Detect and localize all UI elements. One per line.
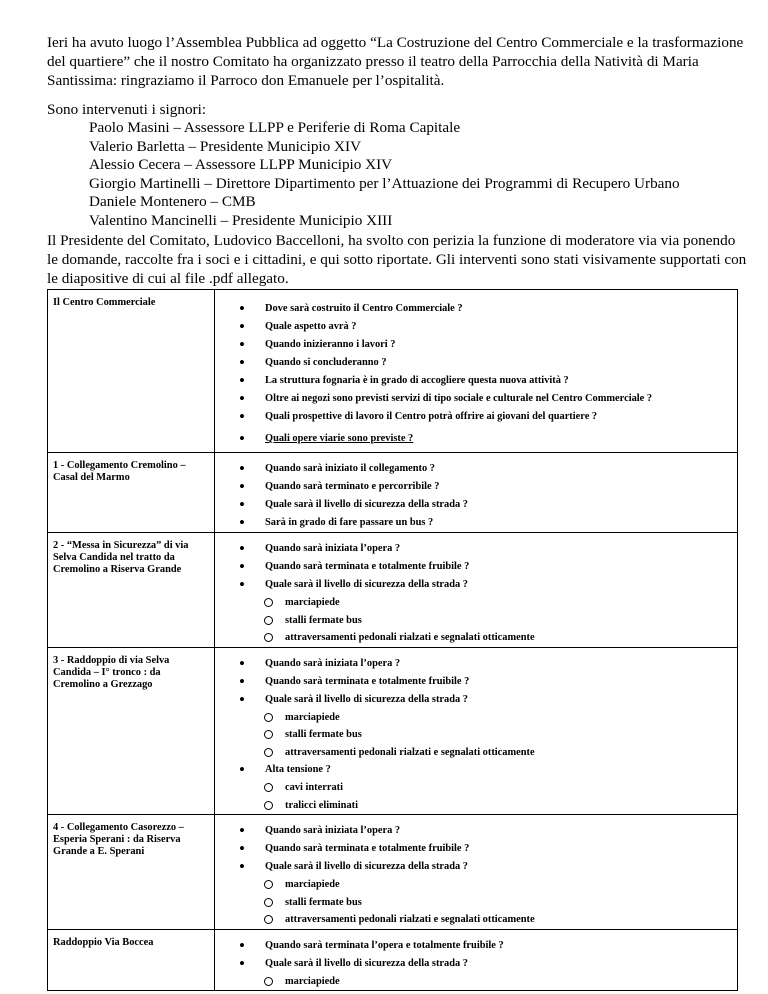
question-item: • Quale sarà il livello di sicurezza della strada ? xyxy=(215,858,737,876)
speakers-list xyxy=(89,119,680,230)
questions-cell xyxy=(215,647,738,815)
question-item: • Quando sarà iniziato il collegamento ? xyxy=(215,460,737,478)
question-item: • Dove sarà costruito il Centro Commerciale ? xyxy=(215,300,737,318)
speaker-item: Valentino Mancinelli – Presidente Municipio XIII xyxy=(89,211,393,229)
question-item: • Oltre ai negozi sono previsti servizi di tipo sociale e culturale nel Centro Commerciale ? xyxy=(215,390,737,408)
speaker-item: Giorgio Martinelli – Direttore Dipartimento per l’Attuazione dei Programmi di Recupero Urbano xyxy=(89,174,680,192)
topic-cell: 1 - Collegamento Cremolino – Casal del Marmo xyxy=(48,453,215,533)
question-item: • Quali prospettive di lavoro il Centro potrà offrire ai giovani del quartiere ? xyxy=(215,408,737,426)
sub-item: marciapiede xyxy=(215,876,737,894)
question-item: • Quando inizieranno i lavori ? xyxy=(215,336,737,354)
speaker-item: Alessio Cecera – Assessore LLPP Municipio XIV xyxy=(89,156,393,173)
topic-cell: Il Centro Commerciale xyxy=(48,290,215,453)
questions-table xyxy=(47,289,738,991)
moderator-paragraph: Il Presidente del Comitato, Ludovico Baccelloni, ha svolto con perizia la funzione di moderatore via via ponendo le domande, raccolte fra i soci e i cittadini, e qui sotto riportate. Gli interventi sono stati visivamente supportati con le diapositive di cui al file .pdf allegato. xyxy=(47,232,747,287)
question-item: • Quando sarà iniziata l’opera ? xyxy=(215,822,737,840)
sub-item: stalli fermate bus xyxy=(215,726,737,744)
questions-cell xyxy=(215,290,738,453)
sub-item: marciapiede xyxy=(215,973,737,991)
question-item: • Quando sarà terminata e totalmente fruibile ? xyxy=(215,840,737,858)
sub-item: marciapiede xyxy=(215,709,737,727)
speakers-heading: Sono intervenuti i signori: xyxy=(47,101,207,118)
topic-cell: Raddoppio Via Boccea xyxy=(48,929,215,991)
question-item: • Alta tensione ? xyxy=(215,761,737,779)
question-item: • Quando sarà iniziata l’opera ? xyxy=(215,540,737,558)
question-item: • Quando sarà terminato e percorribile ? xyxy=(215,478,737,496)
question-item: Quali opere viarie sono previste ? xyxy=(265,433,414,444)
question-item: • Quale sarà il livello di sicurezza della strada ? xyxy=(215,496,737,514)
sub-item: attraversamenti pedonali rialzati e segnalati otticamente xyxy=(215,744,737,762)
topic-cell: 3 - Raddoppio di via Selva Candida – I° tronco : da Cremolino a Grezzago xyxy=(48,647,215,815)
question-item: • Quando sarà terminata l’opera e totalmente fruibile ? xyxy=(215,937,737,955)
question-item: • La struttura fognaria è in grado di accogliere questa nuova attività ? xyxy=(215,372,737,390)
sub-item: tralicci eliminati xyxy=(215,797,737,815)
sub-item: stalli fermate bus xyxy=(215,894,737,912)
question-item: • Quale sarà il livello di sicurezza della strada ? xyxy=(215,691,737,709)
speaker-item: Paolo Masini – Assessore LLPP e Periferie di Roma Capitale xyxy=(89,119,461,136)
table-row xyxy=(48,290,738,453)
table-row xyxy=(48,929,738,991)
question-item: • Quando sarà terminata e totalmente fruibile ? xyxy=(215,673,737,691)
table-row xyxy=(48,453,738,533)
question-item: • Quando si concluderanno ? xyxy=(215,354,737,372)
speaker-item: Daniele Montenero – CMB xyxy=(89,193,256,210)
sub-item: stalli fermate bus xyxy=(215,612,737,630)
question-item: • Quando sarà terminata e totalmente fruibile ? xyxy=(215,558,737,576)
speaker-item: Valerio Barletta – Presidente Municipio XIV xyxy=(89,137,362,155)
topic-cell: 2 - “Messa in Sicurezza” di via Selva Candida nel tratto da Cremolino a Riserva Grande xyxy=(48,533,215,648)
sub-item: attraversamenti pedonali rialzati e segnalati otticamente xyxy=(215,629,737,647)
sub-item: cavi interrati xyxy=(215,779,737,797)
table-row xyxy=(48,533,738,648)
question-item: • Quale aspetto avrà ? xyxy=(215,318,737,336)
questions-cell xyxy=(215,929,738,991)
question-item: • Quale sarà il livello di sicurezza della strada ? xyxy=(215,955,737,973)
questions-cell xyxy=(215,815,738,930)
question-item: • Sarà in grado di fare passare un bus ? xyxy=(215,514,737,532)
questions-cell xyxy=(215,533,738,648)
sub-item: attraversamenti pedonali rialzati e segnalati otticamente xyxy=(215,911,737,929)
questions-cell xyxy=(215,453,738,533)
question-item: • Quando sarà iniziata l’opera ? xyxy=(215,655,737,673)
table-row xyxy=(48,815,738,930)
table-row xyxy=(48,647,738,815)
intro-paragraph: Ieri ha avuto luogo l’Assemblea Pubblica ad oggetto “La Costruzione del Centro Commerciale e la trasformazione del quartiere” che il nostro Comitato ha organizzato presso il teatro della Parrocchia della Natività di Maria Santissima: ringraziamo il Parroco don Emanuele per l’ospitalità. xyxy=(47,34,744,89)
sub-item: marciapiede xyxy=(215,594,737,612)
topic-cell: 4 - Collegamento Casorezzo – Esperia Sperani : da Riserva Grande a E. Sperani xyxy=(48,815,215,930)
question-item: • Quale sarà il livello di sicurezza della strada ? xyxy=(215,576,737,594)
